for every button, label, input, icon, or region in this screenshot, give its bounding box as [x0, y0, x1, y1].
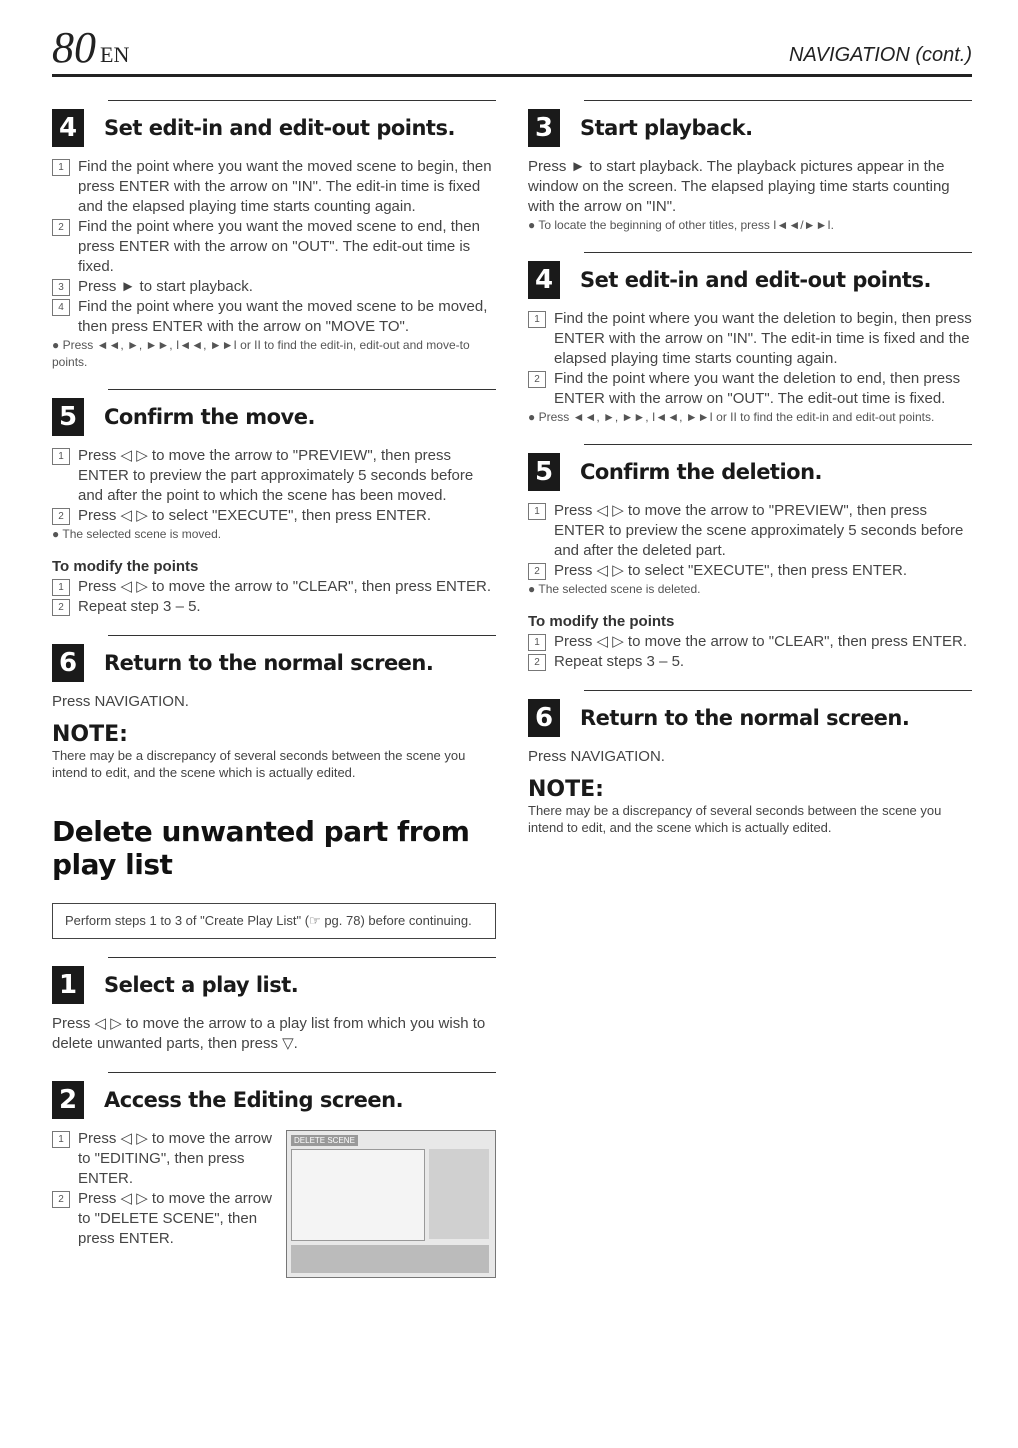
left-step-1 — [52, 957, 496, 1054]
step-item: Press ◁ ▷ to move the arrow to "DELETE SCENE", then press ENTER. — [78, 1190, 272, 1247]
step-item: Press ◁ ▷ to move the arrow to "EDITING", then press ENTER. — [78, 1130, 272, 1187]
step-item: Press ◁ ▷ to select "EXECUTE", then press ENTER. — [554, 562, 907, 579]
step-title: Set edit-in and edit-out points. — [104, 116, 455, 140]
step-title: Return to the normal screen. — [580, 706, 910, 730]
note-label: NOTE: — [528, 777, 604, 802]
info-box: Perform steps 1 to 3 of "Create Play List" (☞ pg. 78) before continuing. — [52, 903, 496, 939]
left-step-5: 5 Confirm the move. 1 Press ◁ ▷ to move the arrow to "PREVIEW", then press ENTER to preview the part approximately 5 seconds before and after the point to which the scene has been moved. 2 Press ◁ ▷ to select "EXECUTE", then press ENTER. ● The selected scene is moved. To modify the points 1 Press ◁ ▷ to move the arrow to "CLEAR", then press ENTER. 2 Repeat step 3 – 5. — [52, 389, 496, 617]
step-item: Find the point where you want the moved scene to be moved, then press ENTER with the arrow on "MOVE TO". — [78, 298, 488, 335]
step-item: Press ◁ ▷ to move the arrow to "PREVIEW", then press ENTER to preview the part approximately 5 seconds before and after the point to which the scene has been moved. — [78, 447, 474, 504]
step-badge: 4 — [528, 261, 560, 299]
step-title: Return to the normal screen. — [104, 651, 434, 675]
step-bullet: ● The selected scene is moved. — [52, 527, 222, 541]
step-title: Start playback. — [580, 116, 753, 140]
step-text: Press ► to start playback. The playback pictures appear in the window on the screen. The elapsed playing time starts counting with the arrow on "IN". — [528, 158, 950, 215]
step-title: Access the Editing screen. — [104, 1088, 404, 1112]
step-item: Find the point where you want the deletion to end, then press ENTER with the arrow on "OUT". The edit-out time is fixed. — [554, 370, 961, 407]
step-badge: 6 — [528, 699, 560, 737]
right-step-3 — [528, 100, 972, 234]
right-step-5: 5 Confirm the deletion. 1 Press ◁ ▷ to move the arrow to "PREVIEW", then press ENTER to preview the scene approximately 5 seconds before and after the deleted part. 2 Press ◁ ▷ to select "EXECUTE", then press ENTER. ● The selected scene is deleted. To modify the points 1 Press ◁ ▷ to move the arrow to "CLEAR", then press ENTER. 2 Repeat steps 3 – 5. — [528, 444, 972, 672]
step-item: Press ◁ ▷ to move the arrow to "PREVIEW", then press ENTER to preview the scene approximately 5 seconds before and after the deleted part. — [554, 502, 964, 559]
step-title: Confirm the move. — [104, 405, 315, 429]
subheading: To modify the points — [52, 558, 199, 575]
note-label: NOTE: — [52, 722, 128, 747]
left-step-6 — [52, 635, 496, 712]
step-badge: 6 — [52, 644, 84, 682]
page-number: 80 EN — [52, 23, 130, 72]
header-rule — [52, 74, 972, 77]
step-item: Find the point where you want the moved scene to end, then press ENTER with the arrow on "OUT". The edit-out time is fixed. — [78, 218, 480, 275]
step-bullet: ● To locate the beginning of other titles, press I◄◄/►►I. — [528, 218, 835, 232]
sub-item: Repeat step 3 – 5. — [78, 598, 201, 615]
step-bullet: ● The selected scene is deleted. — [528, 582, 701, 596]
step-badge: 5 — [52, 398, 84, 436]
step-badge: 2 — [52, 1081, 84, 1119]
step-text: Press NAVIGATION. — [52, 693, 189, 710]
left-column — [52, 82, 496, 1249]
step-bullet: ● Press ◄◄, ►, ►►, I◄◄, ►►I or II to find the edit-in and edit-out points. — [528, 410, 935, 424]
subheading: To modify the points — [528, 613, 675, 630]
step-title: Confirm the deletion. — [580, 460, 823, 484]
right-step-4: 4 Set edit-in and edit-out points. 1 Find the point where you want the deletion to begin, then press ENTER with the arrow on "IN". The edit-in time is fixed and the elapsed playing time starts counting again. 2 Find the point where you want the deletion to end, then press ENTER with the arrow on "OUT". The edit-out time is fixed. ● Press ◄◄, ►, ►►, I◄◄, ►►I or II to find the edit-in and edit-out points. — [528, 252, 972, 426]
screen-tab: DELETE SCENE — [291, 1135, 358, 1146]
step-badge: 5 — [528, 453, 560, 491]
sub-item: Repeat steps 3 – 5. — [554, 653, 685, 670]
step-badge: 4 — [52, 109, 84, 147]
right-column — [528, 82, 972, 836]
step-item: Find the point where you want the deletion to begin, then press ENTER with the arrow on "IN". The edit-in time is fixed and the elapsed playing time starts counting again. — [554, 310, 972, 367]
right-step-6 — [528, 690, 972, 767]
step-item: Find the point where you want the moved scene to begin, then press ENTER with the arrow on "IN". The edit-in time is fixed and the elapsed playing time starts counting again. — [78, 158, 492, 215]
step-bullet: ● Press ◄◄, ►, ►►, I◄◄, ►►I or II to find the edit-in, edit-out and move-to points. — [52, 338, 470, 369]
step-title: Select a play list. — [104, 973, 299, 997]
step-text: Press ◁ ▷ to move the arrow to a play list from which you wish to delete unwanted parts, then press ▽. — [52, 1015, 486, 1052]
left-step-4: 4 Set edit-in and edit-out points. 1 Find the point where you want the moved scene to begin, then press ENTER with the arrow on "IN". The edit-in time is fixed and the elapsed playing time starts counting again. 2 Find the point where you want the moved scene to end, then press ENTER with the arrow on "OUT". The edit-out time is fixed. 3 Press ► to start playback. 4 Find the point where you want the moved scene to be moved, then press ENTER with the arrow on "MOVE TO". ● Press ◄◄, ►, ►►, I◄◄, ►►I or II to find the edit-in, edit-out and move-to points. — [52, 100, 496, 371]
step-item: Press ◁ ▷ to select "EXECUTE", then press ENTER. — [78, 507, 431, 524]
note-text: There may be a discrepancy of several seconds between the scene you intend to edit, and the scene which is actually edited. — [52, 748, 466, 780]
step-badge: 1 — [52, 966, 84, 1004]
note-text: There may be a discrepancy of several seconds between the scene you intend to edit, and the scene which is actually edited. — [528, 803, 942, 835]
editing-screen-image — [286, 1130, 496, 1278]
step-badge: 3 — [528, 109, 560, 147]
section-title: NAVIGATION (cont.) — [789, 44, 972, 66]
section-heading: Delete unwanted part from play list — [52, 815, 470, 881]
sub-item: Press ◁ ▷ to move the arrow to "CLEAR", then press ENTER. — [78, 578, 492, 595]
sub-item: Press ◁ ▷ to move the arrow to "CLEAR", then press ENTER. — [554, 633, 968, 650]
step-title: Set edit-in and edit-out points. — [580, 268, 931, 292]
step-item: Press ► to start playback. — [78, 278, 253, 295]
left-step-2: 2 Access the Editing screen. 1 Press ◁ ▷ to move the arrow to "EDITING", then press ENTER. 2 Press ◁ ▷ to move the arrow to "DELETE SCENE", then press ENTER. DELETE SCENE — [52, 1072, 496, 1249]
step-text: Press NAVIGATION. — [528, 748, 665, 765]
